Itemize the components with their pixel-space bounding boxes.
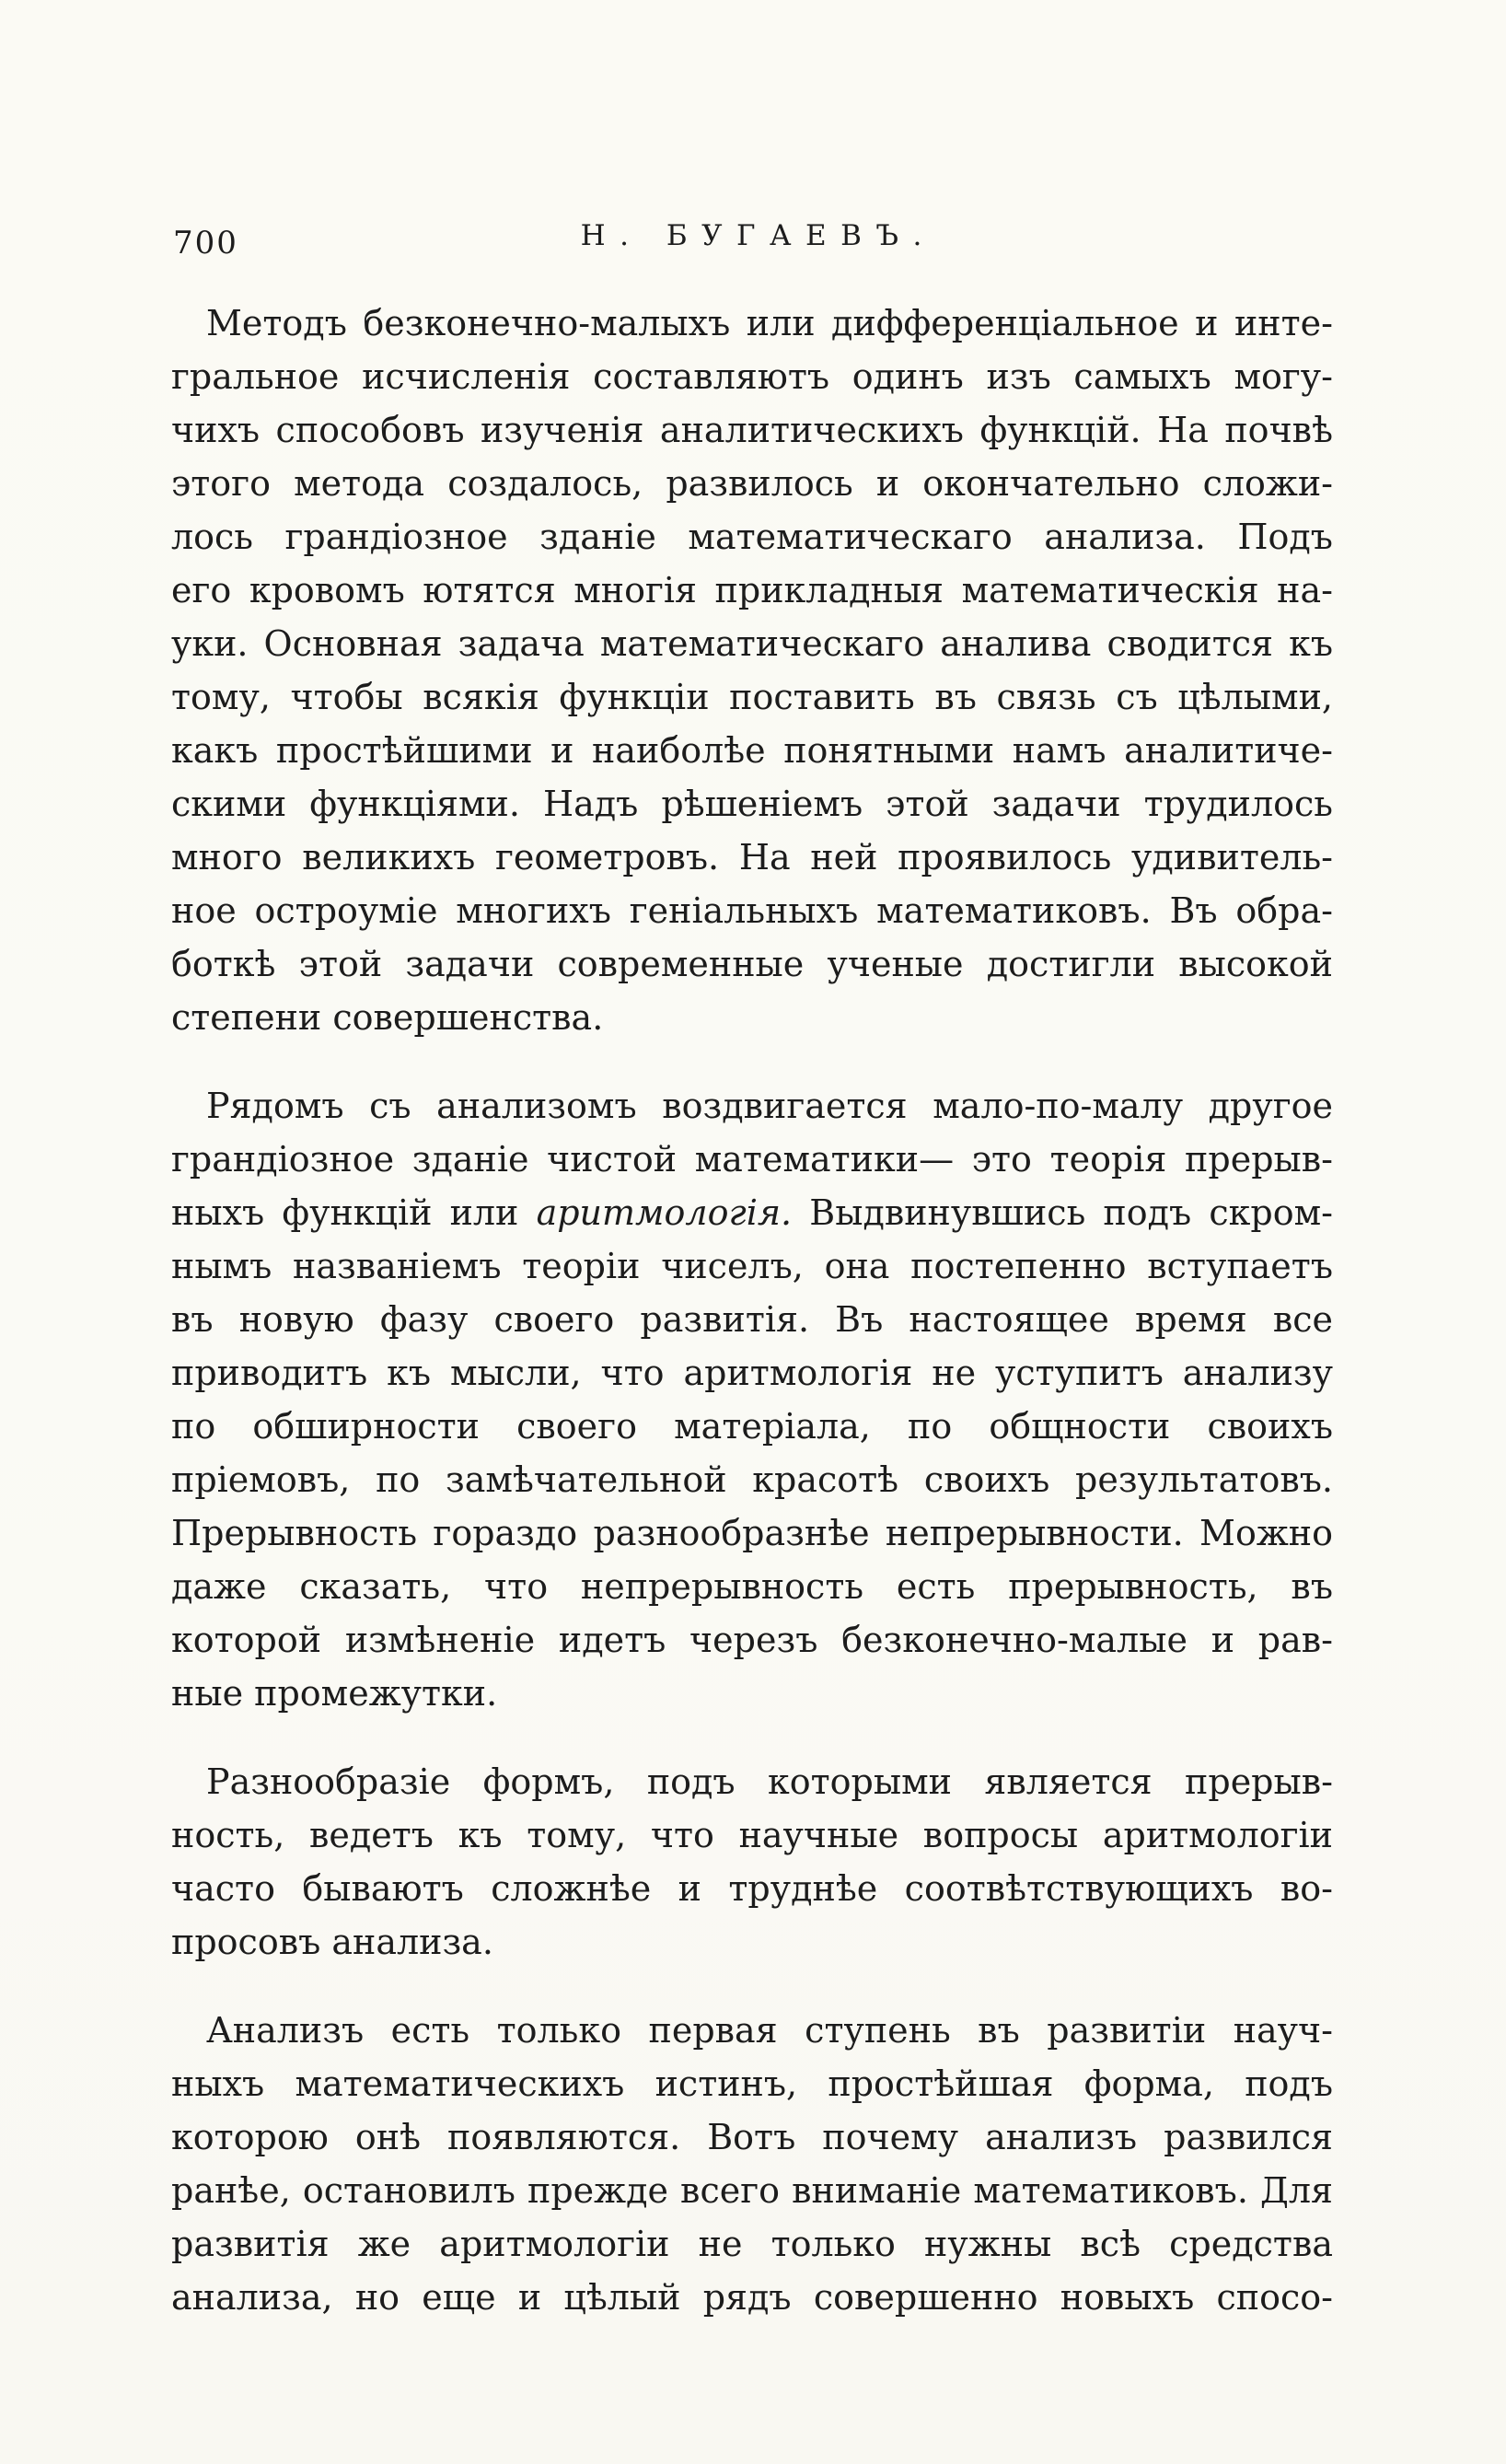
text-line: ныхъ математическихъ истинъ, простѣйшая форма, подъ (171, 2063, 1333, 2104)
text-line: его кровомъ ютятся многія прикладныя математическія на- (171, 570, 1333, 610)
text-line: скими функціями. Надъ рѣшеніемъ этой задачи трудилось (171, 784, 1333, 824)
line-segment: Выдвинувшись подъ скром- (792, 1192, 1333, 1233)
page-number: 700 (173, 225, 238, 262)
text-line: пріемовъ, по замѣчательной красотѣ своихъ результатовъ. (171, 1459, 1333, 1500)
text-line: нымъ названіемъ теоріи чиселъ, она постепенно вступаетъ (171, 1246, 1333, 1286)
text-line: ное остроуміе многихъ геніальныхъ математиковъ. Въ обра- (171, 890, 1333, 931)
text-line: Разнообразіе формъ, подъ которыми является прерыв- (206, 1761, 1333, 1802)
text-line: развитія же аритмологіи не только нужны всѣ средства (171, 2224, 1333, 2264)
text-line: которой измѣненіе идетъ черезъ безконечно-малые и рав- (171, 1620, 1333, 1660)
text-line: лось грандіозное зданіе математическаго анализа. Подъ (171, 517, 1333, 557)
text-line: часто бываютъ сложнѣе и труднѣе соотвѣтствующихъ во- (171, 1868, 1333, 1909)
text-line: которою онѣ появляются. Вотъ почему анализъ развился (171, 2117, 1333, 2157)
text-line: этого метода создалось, развилось и окончательно сложи- (171, 463, 1333, 504)
text-line: ность, ведетъ къ тому, что научные вопросы аритмологіи (171, 1815, 1333, 1855)
text-line: грандіозное зданіе чистой математики— это теорія прерыв- (171, 1139, 1333, 1180)
text-line: приводитъ къ мысли, что аритмологія не уступитъ анализу (171, 1353, 1333, 1393)
text-line: Методъ безконечно-малыхъ или дифференціальное и инте- (206, 303, 1333, 343)
text-line: много великихъ геометровъ. На ней проявилось удивитель- (171, 837, 1333, 878)
text-line: боткѣ этой задачи современные ученые достигли высокой (171, 944, 1333, 984)
line-segment: ныхъ функцій или (171, 1192, 537, 1233)
text-line: тому, чтобы всякія функціи поставить въ связь съ цѣлыми, (171, 677, 1333, 717)
text-line: гральное исчисленія составляютъ одинъ изъ самыхъ могу- (171, 356, 1333, 397)
text-block (171, 296, 1333, 2359)
text-line: ранѣе, остановилъ прежде всего вниманіе математиковъ. Для (171, 2170, 1333, 2211)
italic-term-aritmologia: аритмологія. (536, 1192, 793, 1233)
text-line: ные промежутки. (171, 1673, 498, 1714)
text-line (171, 1186, 1333, 1239)
text-line: Рядомъ съ анализомъ воздвигается мало-по-малу другое (206, 1086, 1333, 1126)
text-line: какъ простѣйшими и наиболѣе понятными намъ аналитиче- (171, 730, 1333, 771)
running-title: Н. БУГАЕВЪ. (580, 219, 936, 252)
text-line: даже сказать, что непрерывность есть прерывность, въ (171, 1566, 1333, 1607)
text-line: чихъ способовъ изученія аналитическихъ функцій. На почвѣ (171, 410, 1333, 450)
text-line: степени совершенства. (171, 997, 604, 1038)
text-line: анализа, но еще и цѣлый рядъ совершенно новыхъ спосо- (171, 2277, 1333, 2318)
text-line: по обширности своего матеріала, по общности своихъ (171, 1406, 1333, 1447)
text-line: въ новую фазу своего развитія. Въ настоящее время все (171, 1299, 1333, 1340)
text-line: Прерывность гораздо разнообразнѣе непрерывности. Можно (171, 1513, 1333, 1553)
text-line: просовъ анализа. (171, 1922, 493, 1962)
page-header (173, 219, 1329, 267)
text-line: Анализъ есть только первая ступень въ развитіи науч- (206, 2010, 1333, 2051)
text-line: уки. Основная задача математическаго аналива сводится къ (171, 623, 1333, 664)
